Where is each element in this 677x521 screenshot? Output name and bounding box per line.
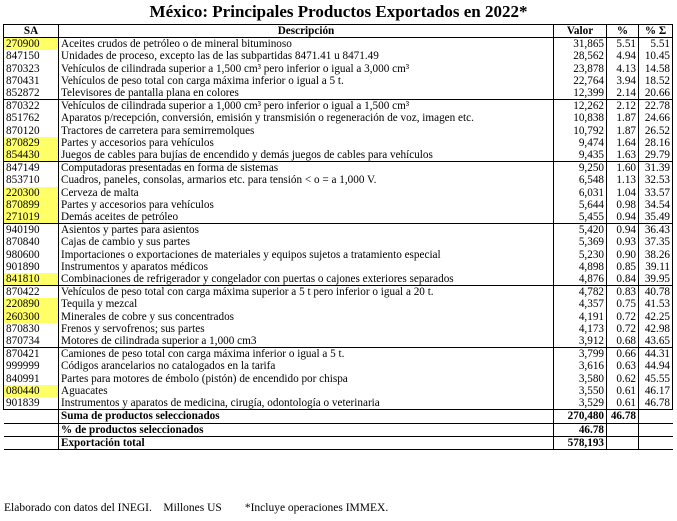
description-cell: Vehículos de cilindrada superior a 1,500 cm³ pero inferior o igual a 3,000 cm³ bbox=[59, 63, 554, 75]
percent-cell: 0.61 bbox=[607, 397, 639, 410]
description-cell: Códigos arancelarios no catalogados en la tarifa bbox=[59, 360, 554, 372]
total-value: 46.78 bbox=[554, 423, 607, 436]
cumulative-cell: 40.78 bbox=[639, 286, 673, 299]
table-row bbox=[4, 348, 673, 361]
percent-cell: 0.72 bbox=[607, 323, 639, 335]
description-cell: Camiones de peso total con carga máxima inferior o igual a 5 t. bbox=[59, 348, 554, 361]
percent-cell: 2.14 bbox=[607, 87, 639, 100]
percent-cell: 3.94 bbox=[607, 75, 639, 87]
cumulative-cell: 14.58 bbox=[639, 63, 673, 75]
value-cell: 9,474 bbox=[554, 137, 607, 149]
percent-cell: 4.13 bbox=[607, 63, 639, 75]
table-row bbox=[4, 137, 673, 149]
percent-cell: 0.83 bbox=[607, 286, 639, 299]
sa-code-cell: 980600 bbox=[4, 249, 59, 261]
percent-cell: 1.60 bbox=[607, 162, 639, 175]
value-cell: 5,455 bbox=[554, 211, 607, 224]
cumulative-cell: 28.16 bbox=[639, 137, 673, 149]
description-cell: Motores de cilindrada superior a 1,000 cm3 bbox=[59, 335, 554, 348]
sa-code-cell: 847149 bbox=[4, 162, 59, 175]
value-cell: 5,420 bbox=[554, 224, 607, 237]
value-cell: 5,230 bbox=[554, 249, 607, 261]
sa-code-cell: 080440 bbox=[4, 385, 59, 397]
table-row bbox=[4, 236, 673, 248]
sa-code-cell: 271019 bbox=[4, 211, 59, 224]
value-cell: 31,865 bbox=[554, 38, 607, 51]
table-row bbox=[4, 373, 673, 385]
cumulative-cell: 41.53 bbox=[639, 298, 673, 310]
cumulative-cell: 44.94 bbox=[639, 360, 673, 372]
exports-table bbox=[3, 24, 673, 450]
blank-cell bbox=[4, 423, 59, 436]
description-cell: Minerales de cobre y sus concentrados bbox=[59, 311, 554, 323]
cumulative-cell: 33.57 bbox=[639, 187, 673, 199]
description-cell: Aguacates bbox=[59, 385, 554, 397]
cumulative-cell: 46.17 bbox=[639, 385, 673, 397]
blank-cell bbox=[639, 410, 673, 423]
table-row bbox=[4, 100, 673, 113]
value-cell: 3,912 bbox=[554, 335, 607, 348]
value-cell: 4,898 bbox=[554, 261, 607, 273]
value-cell: 28,562 bbox=[554, 50, 607, 62]
description-cell: Televisores de pantalla plana en colores bbox=[59, 87, 554, 100]
description-cell: Importaciones o exportaciones de materiales y equipos sujetos a tratamiento especial bbox=[59, 249, 554, 261]
table-row bbox=[4, 211, 673, 224]
header-row bbox=[4, 25, 673, 38]
percent-cell: 1.63 bbox=[607, 149, 639, 162]
table-row bbox=[4, 63, 673, 75]
table-row bbox=[4, 50, 673, 62]
table-row bbox=[4, 174, 673, 186]
cumulative-cell: 35.49 bbox=[639, 211, 673, 224]
percent-cell: 1.87 bbox=[607, 125, 639, 137]
cumulative-cell: 39.95 bbox=[639, 273, 673, 286]
sa-code-cell: 220890 bbox=[4, 298, 59, 310]
footer-note bbox=[4, 501, 388, 515]
total-row bbox=[4, 423, 673, 436]
value-cell: 10,838 bbox=[554, 112, 607, 124]
cumulative-cell: 43.65 bbox=[639, 335, 673, 348]
total-percent bbox=[607, 423, 639, 436]
percent-cell: 2.12 bbox=[607, 100, 639, 113]
table-row bbox=[4, 149, 673, 162]
sa-code-cell: 854430 bbox=[4, 149, 59, 162]
sa-code-cell: 870421 bbox=[4, 348, 59, 361]
table-row bbox=[4, 162, 673, 175]
header-sa: SA bbox=[4, 25, 59, 38]
value-cell: 4,782 bbox=[554, 286, 607, 299]
value-cell: 4,191 bbox=[554, 311, 607, 323]
value-cell: 12,262 bbox=[554, 100, 607, 113]
cumulative-cell: 45.55 bbox=[639, 373, 673, 385]
cumulative-cell: 46.78 bbox=[639, 397, 673, 410]
table-row bbox=[4, 261, 673, 273]
sa-code-cell: 851762 bbox=[4, 112, 59, 124]
description-cell: Juegos de cables para bujías de encendido y demás juegos de cables para vehículos bbox=[59, 149, 554, 162]
cumulative-cell: 10.45 bbox=[639, 50, 673, 62]
value-cell: 3,580 bbox=[554, 373, 607, 385]
sa-code-cell: 870734 bbox=[4, 335, 59, 348]
percent-cell: 0.94 bbox=[607, 224, 639, 237]
cumulative-cell: 29.79 bbox=[639, 149, 673, 162]
description-cell: Asientos y partes para asientos bbox=[59, 224, 554, 237]
total-label: Exportación total bbox=[59, 436, 554, 449]
value-cell: 23,878 bbox=[554, 63, 607, 75]
table-row bbox=[4, 125, 673, 137]
description-cell: Cajas de cambio y sus partes bbox=[59, 236, 554, 248]
description-cell: Partes para motores de émbolo (pistón) de encendido por chispa bbox=[59, 373, 554, 385]
header-value: Valor bbox=[554, 25, 607, 38]
description-cell: Demás aceites de petróleo bbox=[59, 211, 554, 224]
footer-units: Millones US bbox=[163, 502, 222, 514]
cumulative-cell: 39.11 bbox=[639, 261, 673, 273]
percent-cell: 1.04 bbox=[607, 187, 639, 199]
description-cell: Cuadros, paneles, consolas, armarios etc. para tensión < o = a 1,000 V. bbox=[59, 174, 554, 186]
value-cell: 6,031 bbox=[554, 187, 607, 199]
percent-cell: 1.13 bbox=[607, 174, 639, 186]
table-row bbox=[4, 311, 673, 323]
value-cell: 3,799 bbox=[554, 348, 607, 361]
description-cell: Aparatos p/recepción, conversión, emisión y transmisión o regeneración de voz, imagen etc. bbox=[59, 112, 554, 124]
percent-cell: 0.98 bbox=[607, 199, 639, 211]
total-value: 578,193 bbox=[554, 436, 607, 449]
total-row bbox=[4, 410, 673, 423]
percent-cell: 0.63 bbox=[607, 360, 639, 372]
total-label: % de productos seleccionados bbox=[59, 423, 554, 436]
cumulative-cell: 42.25 bbox=[639, 311, 673, 323]
sa-code-cell: 870830 bbox=[4, 323, 59, 335]
description-cell: Vehículos de peso total con carga máxima superior a 5 t pero inferior o igual a 20 t. bbox=[59, 286, 554, 299]
cumulative-cell: 42.98 bbox=[639, 323, 673, 335]
value-cell: 12,399 bbox=[554, 87, 607, 100]
sa-code-cell: 999999 bbox=[4, 360, 59, 372]
sa-code-cell: 853710 bbox=[4, 174, 59, 186]
percent-cell: 1.87 bbox=[607, 112, 639, 124]
cumulative-cell: 38.26 bbox=[639, 249, 673, 261]
value-cell: 10,792 bbox=[554, 125, 607, 137]
table-row bbox=[4, 38, 673, 51]
header-percent: % bbox=[607, 25, 639, 38]
cumulative-cell: 22.78 bbox=[639, 100, 673, 113]
description-cell: Frenos y servofrenos; sus partes bbox=[59, 323, 554, 335]
description-cell: Partes y accesorios para vehículos bbox=[59, 199, 554, 211]
sa-code-cell: 870322 bbox=[4, 100, 59, 113]
cumulative-cell: 34.54 bbox=[639, 199, 673, 211]
sa-code-cell: 841810 bbox=[4, 273, 59, 286]
value-cell: 4,357 bbox=[554, 298, 607, 310]
description-cell: Vehículos de cilindrada superior a 1,000 cm³ pero inferior o igual a 1,500 cm³ bbox=[59, 100, 554, 113]
sa-code-cell: 270900 bbox=[4, 38, 59, 51]
sa-code-cell: 940190 bbox=[4, 224, 59, 237]
blank-cell bbox=[639, 436, 673, 449]
value-cell: 3,550 bbox=[554, 385, 607, 397]
header-cumulative: % Σ bbox=[639, 25, 673, 38]
table-row bbox=[4, 286, 673, 299]
percent-cell: 0.61 bbox=[607, 385, 639, 397]
percent-cell: 0.62 bbox=[607, 373, 639, 385]
table-row bbox=[4, 385, 673, 397]
description-cell: Partes y accesorios para vehículos bbox=[59, 137, 554, 149]
cumulative-cell: 5.51 bbox=[639, 38, 673, 51]
sa-code-cell: 870422 bbox=[4, 286, 59, 299]
value-cell: 5,644 bbox=[554, 199, 607, 211]
description-cell: Aceites crudos de petróleo o de mineral bituminoso bbox=[59, 38, 554, 51]
sa-code-cell: 870120 bbox=[4, 125, 59, 137]
value-cell: 4,876 bbox=[554, 273, 607, 286]
footer-source: Elaborado con datos del INEGI. bbox=[4, 502, 152, 514]
sa-code-cell: 220300 bbox=[4, 187, 59, 199]
description-cell: Instrumentos y aparatos de medicina, cirugía, odontología o veterinaria bbox=[59, 397, 554, 410]
cumulative-cell: 24.66 bbox=[639, 112, 673, 124]
table-row bbox=[4, 397, 673, 410]
table-row bbox=[4, 112, 673, 124]
cumulative-cell: 26.52 bbox=[639, 125, 673, 137]
value-cell: 9,435 bbox=[554, 149, 607, 162]
cumulative-cell: 20.66 bbox=[639, 87, 673, 100]
description-cell: Cerveza de malta bbox=[59, 187, 554, 199]
table-row bbox=[4, 273, 673, 286]
cumulative-cell: 37.35 bbox=[639, 236, 673, 248]
page-title: México: Principales Productos Exportados en 2022* bbox=[149, 2, 528, 21]
table-row bbox=[4, 335, 673, 348]
percent-cell: 0.84 bbox=[607, 273, 639, 286]
sa-code-cell: 870840 bbox=[4, 236, 59, 248]
total-percent bbox=[607, 436, 639, 449]
description-cell: Vehículos de peso total con carga máxima inferior o igual a 5 t. bbox=[59, 75, 554, 87]
table-row bbox=[4, 360, 673, 372]
blank-cell bbox=[4, 410, 59, 423]
total-row bbox=[4, 436, 673, 449]
value-cell: 3,529 bbox=[554, 397, 607, 410]
sa-code-cell: 852872 bbox=[4, 87, 59, 100]
sa-code-cell: 870431 bbox=[4, 75, 59, 87]
table-row bbox=[4, 224, 673, 237]
percent-cell: 4.94 bbox=[607, 50, 639, 62]
table-row bbox=[4, 75, 673, 87]
sa-code-cell: 870829 bbox=[4, 137, 59, 149]
total-label: Suma de productos seleccionados bbox=[59, 410, 554, 423]
table-row bbox=[4, 298, 673, 310]
total-value: 270,480 bbox=[554, 410, 607, 423]
value-cell: 4,173 bbox=[554, 323, 607, 335]
sa-code-cell: 901890 bbox=[4, 261, 59, 273]
description-cell: Computadoras presentadas en forma de sistemas bbox=[59, 162, 554, 175]
cumulative-cell: 44.31 bbox=[639, 348, 673, 361]
percent-cell: 0.94 bbox=[607, 211, 639, 224]
description-cell: Tractores de carretera para semirremolques bbox=[59, 125, 554, 137]
percent-cell: 0.93 bbox=[607, 236, 639, 248]
description-cell: Instrumentos y aparatos médicos bbox=[59, 261, 554, 273]
percent-cell: 1.64 bbox=[607, 137, 639, 149]
percent-cell: 0.68 bbox=[607, 335, 639, 348]
table-row bbox=[4, 187, 673, 199]
percent-cell: 0.85 bbox=[607, 261, 639, 273]
sa-code-cell: 847150 bbox=[4, 50, 59, 62]
sa-code-cell: 840991 bbox=[4, 373, 59, 385]
table-row bbox=[4, 249, 673, 261]
cumulative-cell: 18.52 bbox=[639, 75, 673, 87]
value-cell: 9,250 bbox=[554, 162, 607, 175]
percent-cell: 0.75 bbox=[607, 298, 639, 310]
total-percent: 46.78 bbox=[607, 410, 639, 423]
sa-code-cell: 901839 bbox=[4, 397, 59, 410]
percent-cell: 0.72 bbox=[607, 311, 639, 323]
cumulative-cell: 31.39 bbox=[639, 162, 673, 175]
value-cell: 22,764 bbox=[554, 75, 607, 87]
value-cell: 6,548 bbox=[554, 174, 607, 186]
blank-cell bbox=[4, 436, 59, 449]
description-cell: Tequila y mezcal bbox=[59, 298, 554, 310]
value-cell: 3,616 bbox=[554, 360, 607, 372]
percent-cell: 0.66 bbox=[607, 348, 639, 361]
sa-code-cell: 870899 bbox=[4, 199, 59, 211]
description-cell: Combinaciones de refrigerador y congelador con puertas o cajones exteriores separados bbox=[59, 273, 554, 286]
sa-code-cell: 870323 bbox=[4, 63, 59, 75]
description-cell: Unidades de proceso, excepto las de las subpartidas 8471.41 u 8471.49 bbox=[59, 50, 554, 62]
value-cell: 5,369 bbox=[554, 236, 607, 248]
footer-note-immex: *Incluye operaciones IMMEX. bbox=[244, 502, 389, 514]
percent-cell: 5.51 bbox=[607, 38, 639, 51]
sa-code-cell: 260300 bbox=[4, 311, 59, 323]
table-row bbox=[4, 87, 673, 100]
percent-cell: 0.90 bbox=[607, 249, 639, 261]
header-description: Descripción bbox=[59, 25, 554, 38]
cumulative-cell: 36.43 bbox=[639, 224, 673, 237]
table-row bbox=[4, 199, 673, 211]
table-row bbox=[4, 323, 673, 335]
cumulative-cell: 32.53 bbox=[639, 174, 673, 186]
blank-cell bbox=[639, 423, 673, 436]
